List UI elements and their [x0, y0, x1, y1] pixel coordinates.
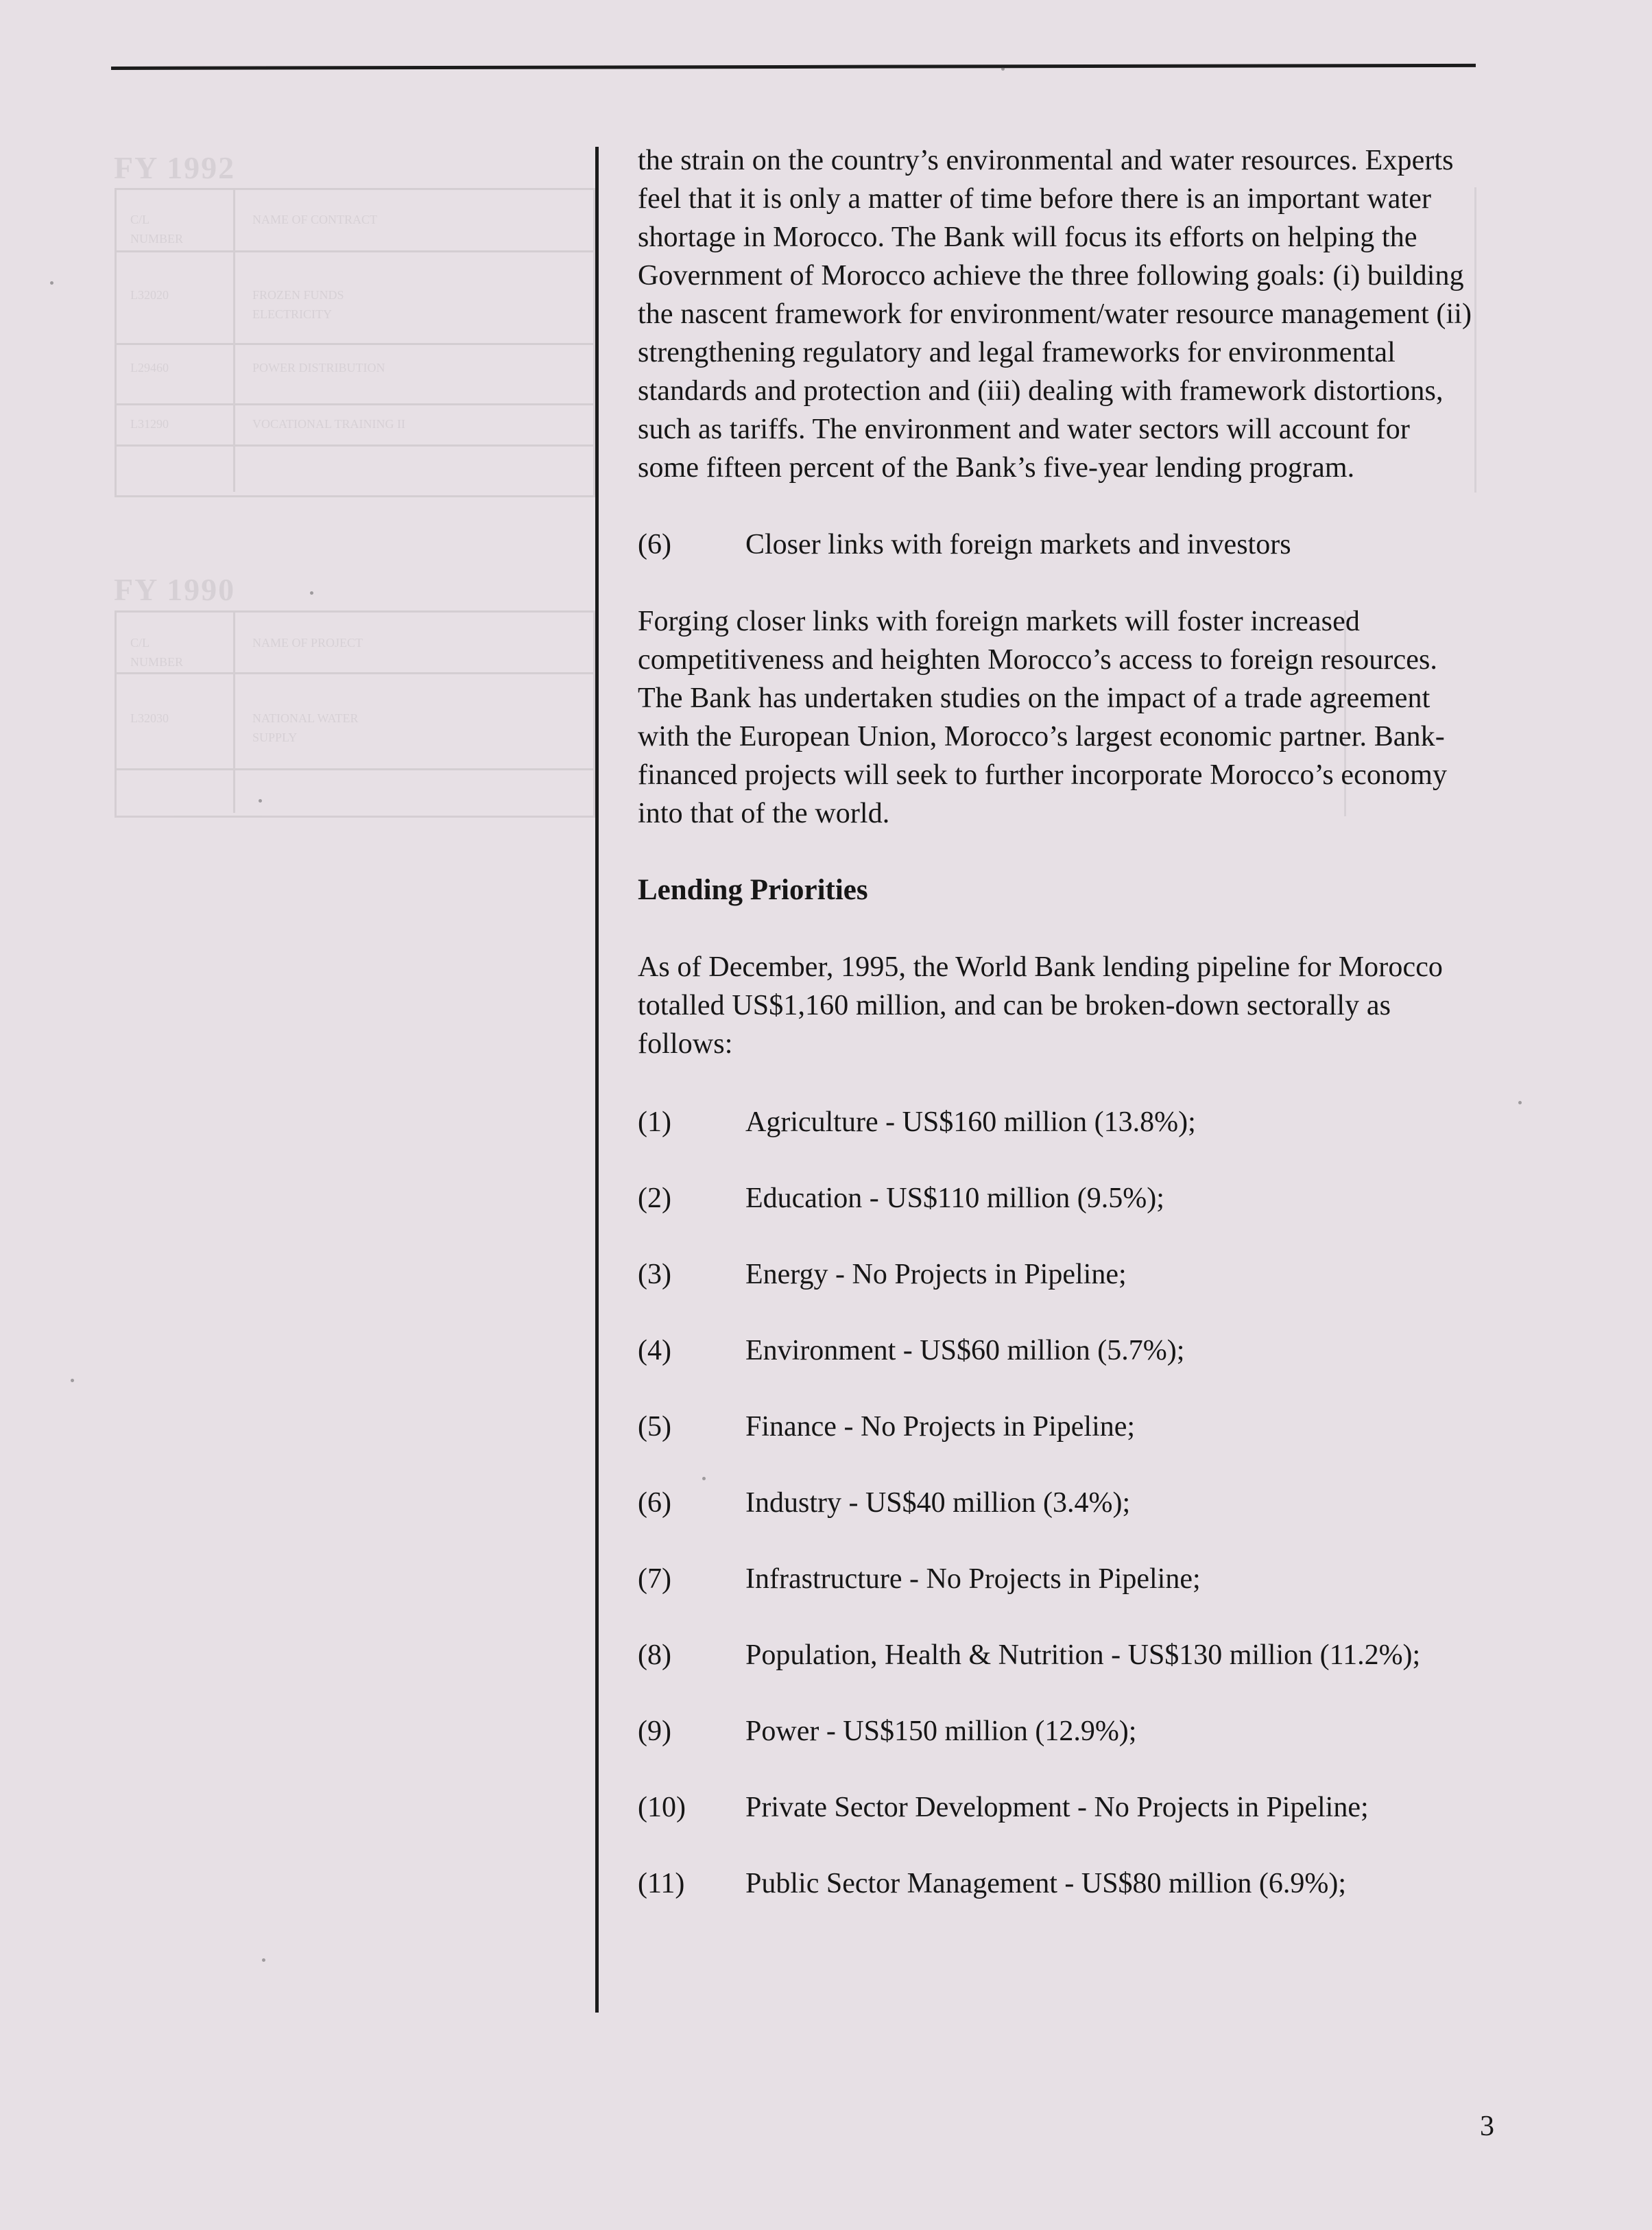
list-item — [638, 1179, 1474, 1218]
paper-speck — [1001, 67, 1005, 71]
list-item-number: (10) — [638, 1792, 686, 1823]
list-item-text: Agriculture - US$160 million (13.8%); — [745, 1106, 1196, 1138]
list-item — [638, 1864, 1474, 1903]
list-item — [638, 1560, 1474, 1598]
list-item-number: (11) — [638, 1868, 685, 1899]
list-item-number: (9) — [638, 1716, 671, 1747]
sector-pipeline-list — [638, 1103, 1474, 1903]
list-item-number: (4) — [638, 1335, 671, 1366]
paper-speck — [1518, 1101, 1522, 1104]
list-item-text: Industry - US$40 million (3.4%); — [745, 1487, 1131, 1519]
goal-six-heading — [638, 525, 1474, 564]
foreign-markets-paragraph: Forging closer links with foreign markets will foster increased competitiveness and heighten Morocco’s access to foreign resources. The Bank has undertaken studies on the impact of a trade agreement with the European Union, Morocco’s largest economic partner. Bank-financed projects will seek to further incorporate Morocco’s economy into that of the world. — [638, 606, 1448, 829]
page-number: 3 — [1480, 2111, 1494, 2142]
lending-priorities-heading: Lending Priorities — [638, 874, 868, 906]
list-item — [638, 1255, 1474, 1294]
list-item-text: Environment - US$60 million (5.7%); — [745, 1335, 1185, 1366]
paper-speck — [310, 591, 313, 595]
list-item-text: Public Sector Management - US$80 million (6.9%); — [745, 1868, 1347, 1899]
main-text-column — [638, 141, 1474, 1903]
list-item-number: (7) — [638, 1563, 671, 1595]
list-item — [638, 1788, 1474, 1827]
list-item-number: (8) — [638, 1639, 671, 1671]
paper-speck — [259, 799, 262, 803]
bleed-through-left-table-ghost: FY 1992 C/L NUMBER NAME OF CONTRACT L32020 FROZEN FUNDS ELECTRICITY L29460 POWER DISTRIBUTION L31290 VOCATIONAL TRAINING II FY 1990 C/L NUMBER NAME OF PROJECT L32030 NATIONAL WATER SUPPLY — [108, 150, 602, 835]
list-item-text: Private Sector Development - No Projects in Pipeline; — [745, 1792, 1369, 1823]
list-item-text: Population, Health & Nutrition - US$130 million (11.2%); — [745, 1639, 1421, 1671]
list-item — [638, 1712, 1474, 1751]
list-item-number: (5) — [638, 1411, 671, 1443]
paper-speck — [262, 1958, 265, 1962]
list-item-number: (2) — [638, 1183, 671, 1214]
list-item-text: Power - US$150 million (12.9%); — [745, 1716, 1137, 1747]
paper-speck — [71, 1379, 74, 1382]
paper-speck — [50, 281, 53, 285]
list-item — [638, 1484, 1474, 1522]
environment-water-paragraph: the strain on the country’s environmental and water resources. Experts feel that it is only a matter of time before there is an important water shortage in Morocco. The Bank will focus its efforts on helping the Government of Morocco achieve the three following goals: (i) building the nascent framework for environment/water resource management (ii) strengthening regulatory and legal frameworks for environmental standards and protection and (iii) dealing with framework distortions, such as tariffs. The environment and water sectors will account for some fifteen percent of the Bank’s five-year lending program. — [638, 145, 1472, 484]
list-item-number: (1) — [638, 1106, 671, 1138]
top-horizontal-rule — [111, 64, 1476, 70]
list-item — [638, 1408, 1474, 1446]
list-item — [638, 1636, 1474, 1674]
list-item-text: Education - US$110 million (9.5%); — [745, 1183, 1164, 1214]
column-divider-rule — [595, 147, 599, 2013]
list-item-number: (6) — [638, 1487, 671, 1519]
list-item — [638, 1103, 1474, 1141]
goal-six-title: Closer links with foreign markets and investors — [745, 529, 1291, 560]
paper-speck — [702, 1477, 706, 1480]
goal-six-number: (6) — [638, 529, 671, 560]
list-item — [638, 1331, 1474, 1370]
list-item-text: Energy - No Projects in Pipeline; — [745, 1259, 1127, 1290]
list-item-text: Infrastructure - No Projects in Pipeline; — [745, 1563, 1201, 1595]
lending-pipeline-intro: As of December, 1995, the World Bank lending pipeline for Morocco totalled US$1,160 million, and can be broken-down sectorally as follows: — [638, 951, 1444, 1060]
list-item-number: (3) — [638, 1259, 671, 1290]
list-item-text: Finance - No Projects in Pipeline; — [745, 1411, 1136, 1443]
